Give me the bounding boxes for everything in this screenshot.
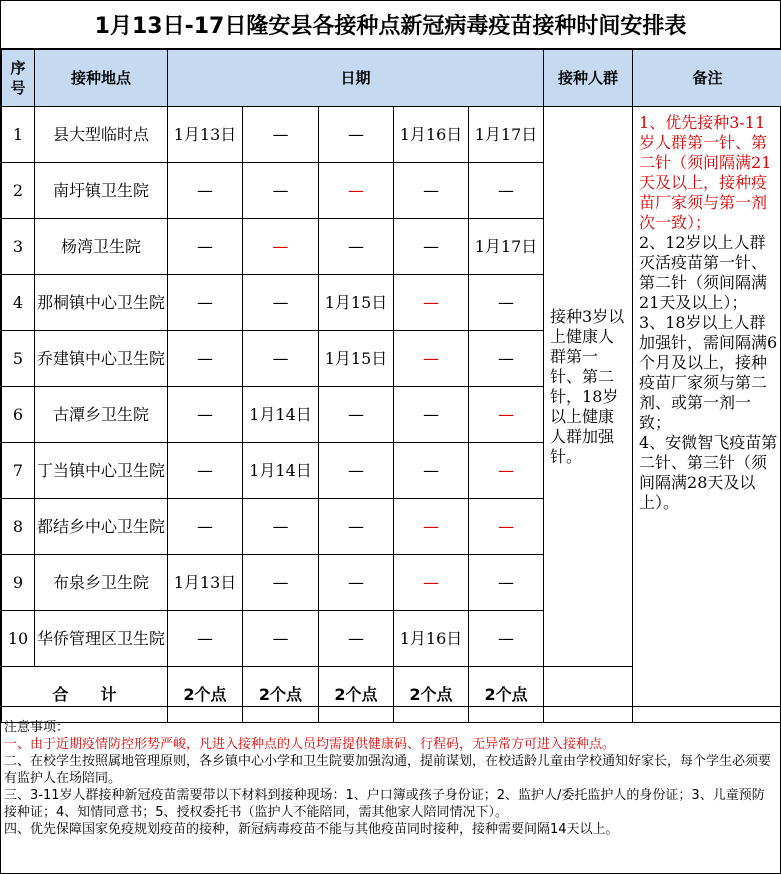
date-cell: — xyxy=(469,275,544,331)
date-cell: — xyxy=(394,163,469,219)
date-cell: — xyxy=(168,443,243,499)
date-cell: 1月15日 xyxy=(319,331,394,387)
date-cell: — xyxy=(168,611,243,667)
date-cell: — xyxy=(394,331,469,387)
date-cell: — xyxy=(319,499,394,555)
total-label: 合 计 xyxy=(2,667,168,723)
date-cell: — xyxy=(319,387,394,443)
row-number: 6 xyxy=(2,387,35,443)
date-cell: 1月14日 xyxy=(243,443,319,499)
row-number: 4 xyxy=(2,275,35,331)
date-cell: 1月14日 xyxy=(243,387,319,443)
notes-heading: 注意事项： xyxy=(4,720,70,735)
row-location: 乔建镇中心卫生院 xyxy=(35,331,168,387)
header-remark: 备注 xyxy=(633,50,781,107)
date-cell: 1月17日 xyxy=(469,107,544,163)
remark-item-1: 1、优先接种3-11岁人群第一针、第二针（须间隔满21天及以上，接种疫苗厂家须与第一剂次一致）； xyxy=(639,113,772,232)
page-title: 1月13日-17日隆安县各接种点新冠病毒疫苗接种时间安排表 xyxy=(1,1,780,49)
row-number: 5 xyxy=(2,331,35,387)
date-cell: — xyxy=(243,107,319,163)
note-3: 三、3-11岁人群接种新冠疫苗需要带以下材料到接种现场：1、户口簿或孩子身份证；2、监护人/委托监护人的身份证；3、儿童预防接种证；4、知情同意书；5、授权委托书（监护人不能陪同，需其他家人陪同情况下）。 xyxy=(4,788,765,820)
date-cell: — xyxy=(168,499,243,555)
header-row xyxy=(2,50,781,107)
row-number: 8 xyxy=(2,499,35,555)
date-cell: — xyxy=(319,555,394,611)
date-cell: — xyxy=(168,163,243,219)
remark-cell xyxy=(633,107,781,723)
date-cell: — xyxy=(319,443,394,499)
notes-section xyxy=(1,706,780,838)
header-location: 接种地点 xyxy=(35,50,168,107)
date-cell: — xyxy=(469,555,544,611)
date-cell: — xyxy=(394,555,469,611)
row-number: 9 xyxy=(2,555,35,611)
row-number: 2 xyxy=(2,163,35,219)
date-cell: — xyxy=(394,443,469,499)
date-cell: — xyxy=(168,331,243,387)
total-cell: 2个点 xyxy=(394,667,469,723)
date-cell: — xyxy=(394,499,469,555)
row-location: 古潭乡卫生院 xyxy=(35,387,168,443)
remark-item-3: 3、18岁以上人群加强针，需间隔满6个月及以上，接种疫苗厂家须与第二剂、或第一剂一致； xyxy=(639,313,778,432)
date-cell: 1月15日 xyxy=(319,275,394,331)
date-cell: — xyxy=(243,275,319,331)
date-cell: — xyxy=(469,499,544,555)
date-cell: — xyxy=(394,387,469,443)
row-location: 杨湾卫生院 xyxy=(35,219,168,275)
date-cell: — xyxy=(243,331,319,387)
date-cell: — xyxy=(243,163,319,219)
date-cell: — xyxy=(243,611,319,667)
row-location: 那桐镇中心卫生院 xyxy=(35,275,168,331)
row-number: 1 xyxy=(2,107,35,163)
remark-item-2: 2、12岁以上人群灭活疫苗第一针、第二针（须间隔满21天及以上）； xyxy=(639,233,768,312)
date-cell: 1月13日 xyxy=(168,555,243,611)
row-location: 布泉乡卫生院 xyxy=(35,555,168,611)
schedule-table xyxy=(1,49,781,723)
date-cell: — xyxy=(394,275,469,331)
date-cell: — xyxy=(319,163,394,219)
header-crowd: 接种人群 xyxy=(544,50,633,107)
row-location: 丁当镇中心卫生院 xyxy=(35,443,168,499)
date-cell: — xyxy=(243,555,319,611)
date-cell: — xyxy=(168,387,243,443)
date-cell: — xyxy=(469,443,544,499)
note-1: 一、由于近期疫情防控形势严峻，凡进入接种点的人员均需提供健康码、行程码，无异常方可进入接种点。 xyxy=(4,737,616,752)
date-cell: — xyxy=(319,219,394,275)
row-location: 华侨管理区卫生院 xyxy=(35,611,168,667)
header-date: 日期 xyxy=(168,50,544,107)
total-cell: 2个点 xyxy=(469,667,544,723)
date-cell: — xyxy=(168,275,243,331)
date-cell: — xyxy=(243,219,319,275)
date-cell: 1月13日 xyxy=(168,107,243,163)
date-cell: 1月16日 xyxy=(394,611,469,667)
date-cell: — xyxy=(168,219,243,275)
total-cell: 2个点 xyxy=(168,667,243,723)
note-2: 二、在校学生按照属地管理原则，各乡镇中心小学和卫生院要加强沟通，提前谋划，在校适龄儿童由学校通知好家长，每个学生必须要有监护人在场陪同。 xyxy=(4,754,772,786)
row-number: 3 xyxy=(2,219,35,275)
row-location: 县大型临时点 xyxy=(35,107,168,163)
total-cell: 2个点 xyxy=(243,667,319,723)
date-cell: — xyxy=(243,499,319,555)
date-cell: — xyxy=(319,107,394,163)
date-cell: 1月16日 xyxy=(394,107,469,163)
total-cell: 2个点 xyxy=(319,667,394,723)
date-cell: — xyxy=(319,611,394,667)
row-number: 10 xyxy=(2,611,35,667)
date-cell: — xyxy=(469,611,544,667)
date-cell: — xyxy=(469,387,544,443)
table-row xyxy=(2,107,781,163)
crowd-cell: 接种3岁以上健康人群第一针、第二针，18岁以上健康人群加强针。 xyxy=(544,107,633,667)
header-index: 序号 xyxy=(2,50,35,107)
date-cell: — xyxy=(469,331,544,387)
remark-item-4: 4、安微智飞疫苗第二针、第三针（须间隔满28天及以上）。 xyxy=(639,433,778,512)
date-cell: 1月17日 xyxy=(469,219,544,275)
date-cell: — xyxy=(469,163,544,219)
row-location: 都结乡中心卫生院 xyxy=(35,499,168,555)
date-cell: — xyxy=(394,219,469,275)
row-number: 7 xyxy=(2,443,35,499)
note-4: 四、优先保障国家免疫规划疫苗的接种，新冠病毒疫苗不能与其他疫苗同时接种，接种需要间隔14天以上。 xyxy=(4,822,619,837)
row-location: 南圩镇卫生院 xyxy=(35,163,168,219)
